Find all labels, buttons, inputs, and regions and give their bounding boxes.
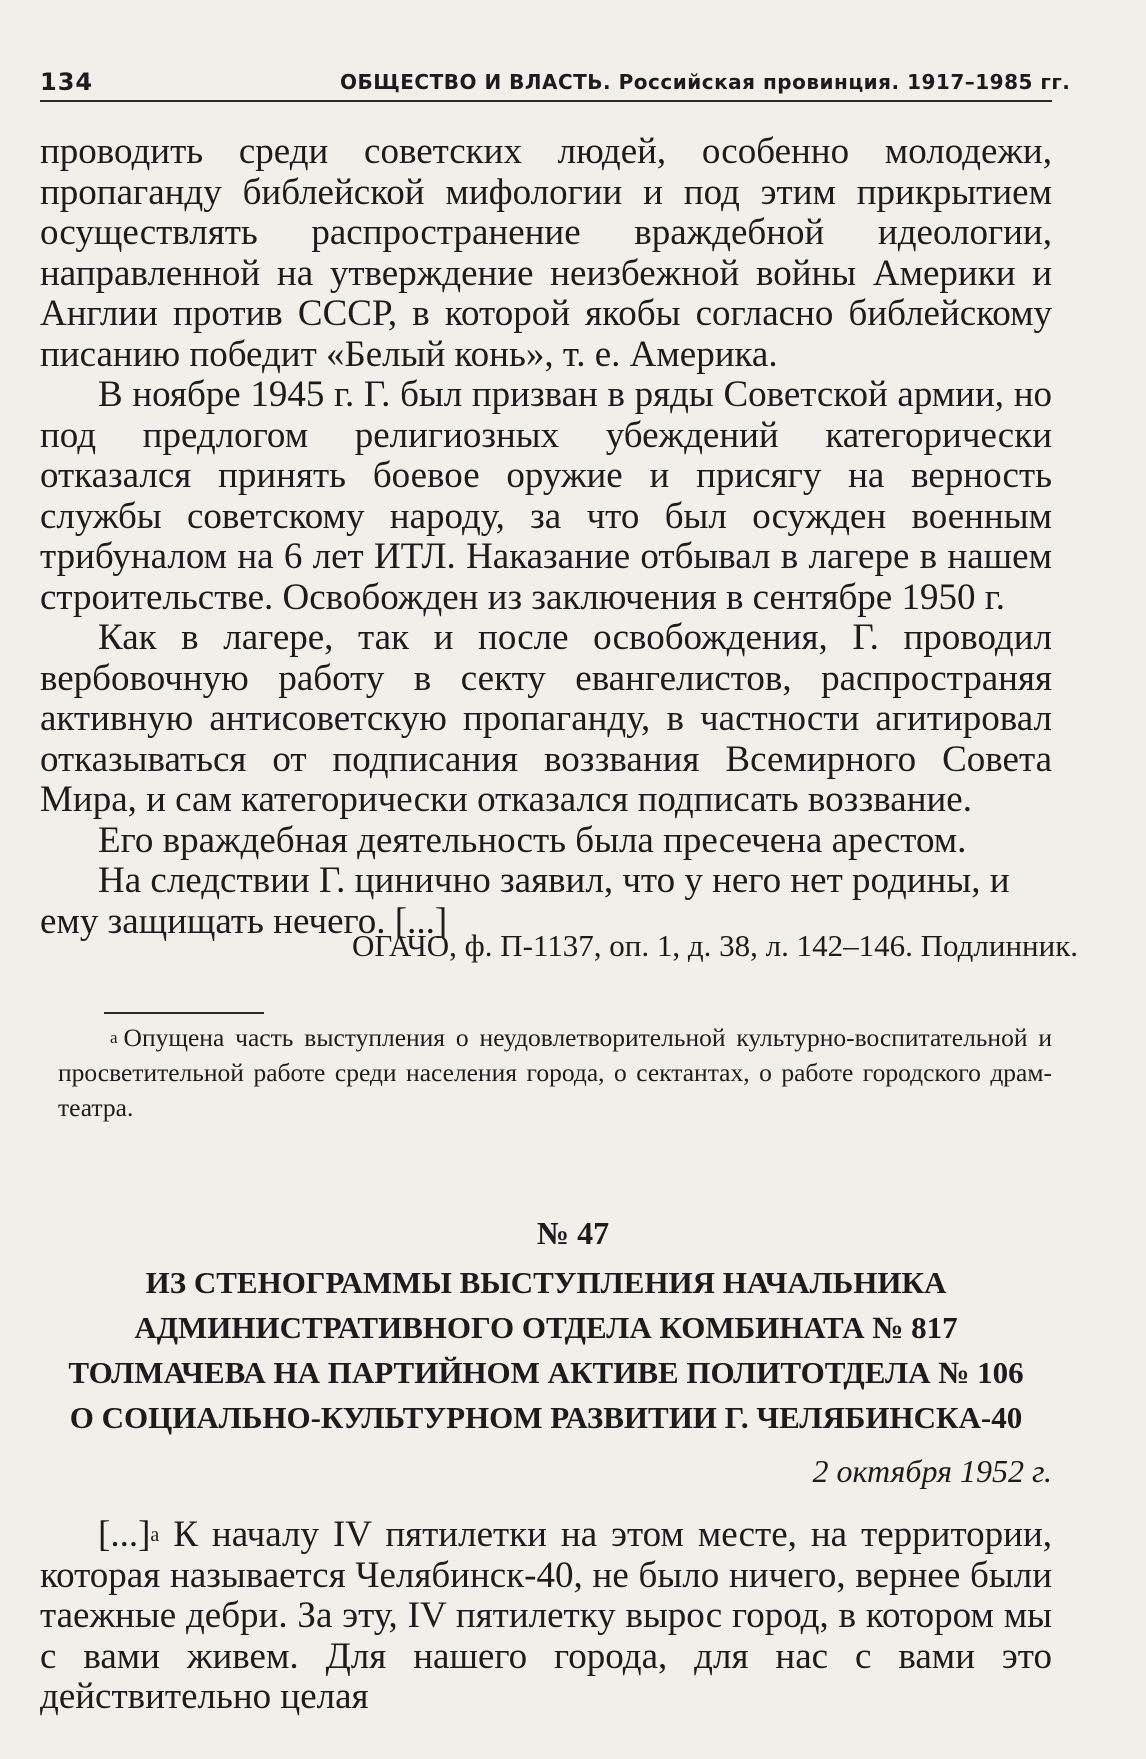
document-number: № 47 [536, 1215, 610, 1251]
body-text-lower [40, 1515, 1052, 1718]
omission-bracket: [...] [98, 1514, 151, 1555]
paragraph-opening [40, 1515, 1052, 1718]
paragraph-investigation: На следствии Г. цинично заявил, что у него нет родины, и ему защищать нечего. [...] [40, 860, 1010, 942]
footnote [58, 1020, 1052, 1125]
footnote-rule [104, 1012, 264, 1014]
opening-text: К началу IV пятилетки на этом месте, на территории, которая называется Челябинск-40, не было ничего, вернее были таежные дебри. За эту, IV пятилетку вырос город, в котором мы с вами живем. Для нашего города, для нас с вами это действительно целая [40, 1514, 1052, 1717]
running-header [40, 68, 1071, 108]
title-line: О СОЦИАЛЬНО-КУЛЬТУРНОМ РАЗВИТИИ Г. ЧЕЛЯБИНСКА-40 [69, 1400, 1023, 1435]
footnote-mark: а [110, 1028, 118, 1047]
running-title: ОБЩЕСТВО И ВЛАСТЬ. Российская провинция. 1917–1985 гг. [340, 70, 1071, 94]
paragraph-recruitment: Как в лагере, так и после освобождения, Г. проводил вербовочную работу в секту евангелистов, распространяя активную антисоветскую пропаганду, в частности агитировал отказываться от подписания воззвания Всемирного Совета Мира, и сам категорически отказался подписать воззвание. [40, 617, 1052, 820]
body-text-upper [40, 132, 1052, 942]
paragraph-conscription: В ноябре 1945 г. Г. был призван в ряды Советской армии, но под предлогом религиозных убеждений категорически отказался принять боевое оружие и присягу на верность службы советскому народу, за что был осужден военным трибуналом на 6 лет ИТЛ. Наказание отбывал в лагере в нашем строительстве. Освобожден из заключения в сентябре 1950 г. [40, 374, 1052, 618]
title-line: ТОЛМАЧЕВА НА ПАРТИЙНОМ АКТИВЕ ПОЛИТОТДЕЛА № 106 [68, 1355, 1024, 1390]
footnote-text: Опущена часть выступления о неудовлетворительной культурно-воспитательной и просветительной работе среди населения города, о сектантах, о работе городского драмтеатра. [58, 1023, 1052, 1122]
document-title [40, 1260, 1052, 1440]
title-line: ИЗ СТЕНОГРАММЫ ВЫСТУПЛЕНИЯ НАЧАЛЬНИКА [145, 1265, 947, 1300]
paragraph-arrest: Его враждебная деятельность была пресечена арестом. [98, 819, 967, 861]
omission-mark: а [150, 1524, 160, 1546]
title-line: АДМИНИСТРАТИВНОГО ОТДЕЛА КОМБИНАТА № 817 [134, 1310, 958, 1345]
document-date: 2 октября 1952 г. [812, 1453, 1052, 1489]
header-rule [40, 100, 1052, 102]
page-number: 134 [40, 68, 94, 96]
paragraph-continuation: проводить среди советских людей, особенно молодежи, пропаганду библейской мифологии и под этим прикрытием осуществлять распространение враждебной идеологии, направленной на утверждение неизбежной войны Америки и Англии против СССР, в которой якобы согласно библейскому писанию победит «Белый конь», т. е. Америка. [40, 131, 1052, 375]
archival-source: ОГАЧО, ф. П-1137, оп. 1, д. 38, л. 142–146. Подлинник. [352, 928, 1079, 963]
